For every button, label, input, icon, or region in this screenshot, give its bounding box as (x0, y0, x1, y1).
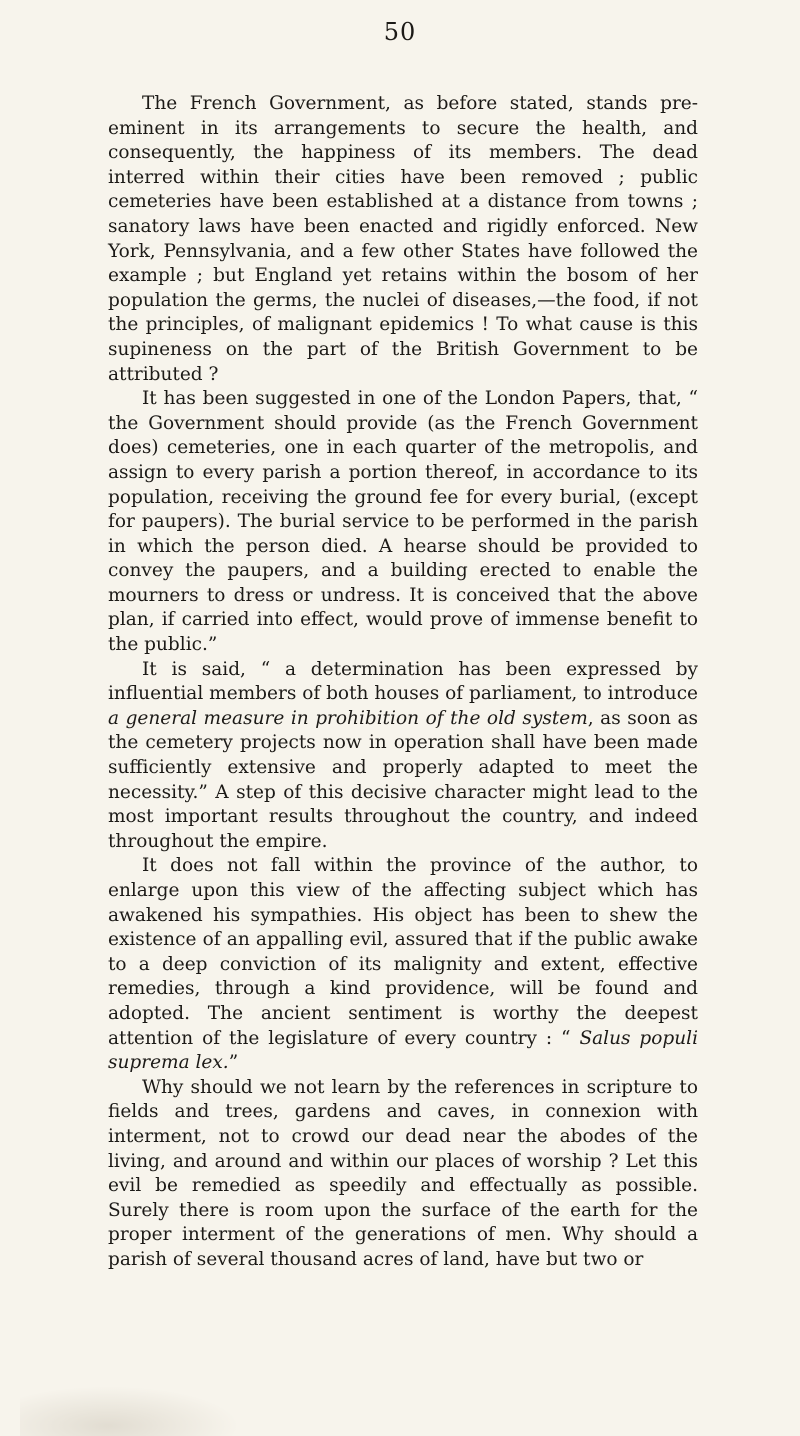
paragraph-text: ” (228, 1052, 239, 1074)
paragraph-text: It is said, “ a determination has been expressed by influential members of both houses of parliament, to introduce (108, 658, 698, 705)
italic-text: a general measure in prohibition of the old system (108, 707, 588, 729)
body-text (108, 92, 698, 1273)
paragraph-text: Why should we not learn by the references in scripture to fields and trees, gardens and caves, in connexion with interment, not to crowd our dead near the abodes of the living, and around and within our places of worship ? Let this evil be remedied as speedily and effectually as possible. Surely there is room upon the surface of the earth for the proper interment of the generations of men. Why should a parish of several thousand acres of land, have but two or (108, 1076, 698, 1270)
page-number: 50 (383, 18, 417, 46)
paragraph-2 (108, 387, 698, 658)
paragraph-5 (108, 1076, 698, 1273)
paragraph-1 (108, 92, 698, 387)
paragraph-4 (108, 854, 698, 1075)
paragraph-text: It has been suggested in one of the London Papers, that, “ the Government should provide (as the French Government does) cemeteries, one in each quarter of the metropolis, and assign to every parish a portion thereof, in accordance to its population, receiving the ground fee for every burial, (except for paupers). The burial service to be performed in the parish in which the person died. A hearse should be provided to convey the paupers, and a building erected to enable the mourners to dress or undress. It is conceived that the above plan, if carried into effect, would prove of immense benefit to the public.” (108, 388, 698, 656)
paragraph-text: It does not fall within the province of the author, to enlarge upon this view of the affecting subject which has awakened his sympathies. His object has been to shew the existence of an appalling evil, assured that if the public awake to a deep conviction of its malignity and extent, effective remedies, through a kind providence, will be found and adopted. The ancient sentiment is worthy the deepest attention of the legislature of every country : “ (108, 855, 698, 1049)
paragraph-text: , as soon as the cemetery projects now in operation shall have been made sufficiently extensive and properly adapted to meet the necessity.” A step of this decisive character might lead to the most important results throughout the country, and indeed throughout the empire. (108, 707, 698, 852)
paper-stain (20, 1386, 240, 1436)
paragraph-text: The French Government, as before stated, stands pre-eminent in its arrangements to secure the health, and consequently, the happiness of its members. The dead interred within their cities have been removed ; public cemeteries have been established at a distance from towns ; sanatory laws have been enacted and rigidly enforced. New York, Pennsylvania, and a few other States have followed the example ; but England yet retains within the bosom of her population the germs, the nuclei of diseases,—the food, if not the principles, of malignant epidemics ! To what cause is this supineness on the part of the British Government to be attributed ? (108, 93, 698, 385)
italic-text: Salus populi suprema lex. (108, 1027, 698, 1074)
paragraph-3 (108, 658, 698, 855)
